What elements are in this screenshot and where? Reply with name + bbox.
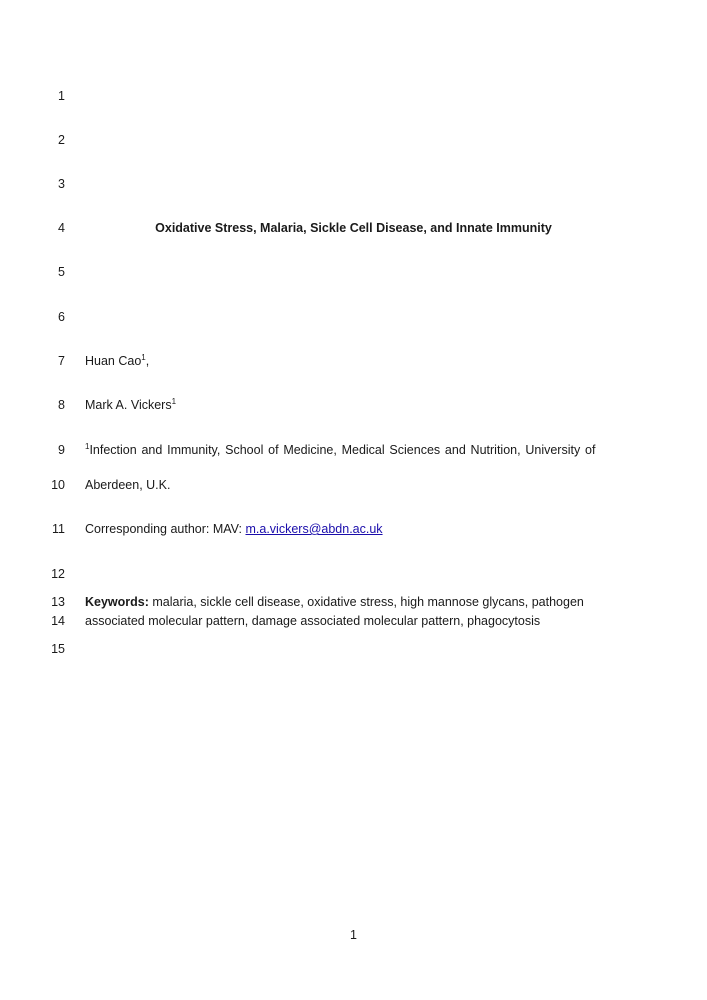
affiliation-mark: 1 — [141, 353, 146, 362]
affiliation-line — [85, 442, 595, 458]
line-number: 9 — [58, 443, 65, 457]
author-name: Mark A. Vickers — [85, 398, 172, 412]
line-number: 2 — [58, 133, 65, 147]
line-number: 12 — [51, 567, 65, 581]
line-number: 13 — [51, 595, 65, 609]
author-line — [85, 353, 149, 369]
corresponding-label: Corresponding author: MAV: — [85, 522, 246, 536]
corresponding-author-line — [85, 521, 383, 537]
line-number: 7 — [58, 354, 65, 368]
line-number: 14 — [51, 614, 65, 628]
author-line — [85, 397, 176, 413]
affiliation-mark: 1 — [85, 442, 90, 451]
paper-title: Oxidative Stress, Malaria, Sickle Cell Disease, and Innate Immunity — [155, 221, 552, 235]
affiliation-text: Infection and Immunity, School of Medicine, Medical Sciences and Nutrition, University of — [89, 443, 596, 457]
affiliation-line: Aberdeen, U.K. — [85, 478, 171, 492]
keywords-line: associated molecular pattern, damage associated molecular pattern, phagocytosis — [85, 614, 541, 628]
keywords-label: Keywords: — [85, 595, 149, 609]
keywords-text: malaria, sickle cell disease, oxidative stress, high mannose glycans, pathogen — [148, 595, 584, 609]
affiliation-mark: 1 — [171, 397, 177, 406]
line-number: 11 — [52, 522, 65, 536]
author-name: Huan Cao — [85, 354, 142, 368]
keywords-line — [85, 594, 584, 610]
line-number: 8 — [58, 398, 65, 412]
author-separator: , — [145, 354, 150, 368]
line-number: 6 — [58, 310, 65, 324]
page-number: 1 — [350, 928, 357, 942]
line-number: 3 — [58, 177, 65, 191]
line-number: 5 — [58, 265, 65, 279]
line-number: 4 — [58, 221, 65, 235]
email-link[interactable]: m.a.vickers@abdn.ac.uk — [245, 522, 383, 536]
line-number: 10 — [51, 478, 65, 492]
line-number: 1 — [58, 89, 65, 103]
line-number: 15 — [51, 642, 65, 656]
